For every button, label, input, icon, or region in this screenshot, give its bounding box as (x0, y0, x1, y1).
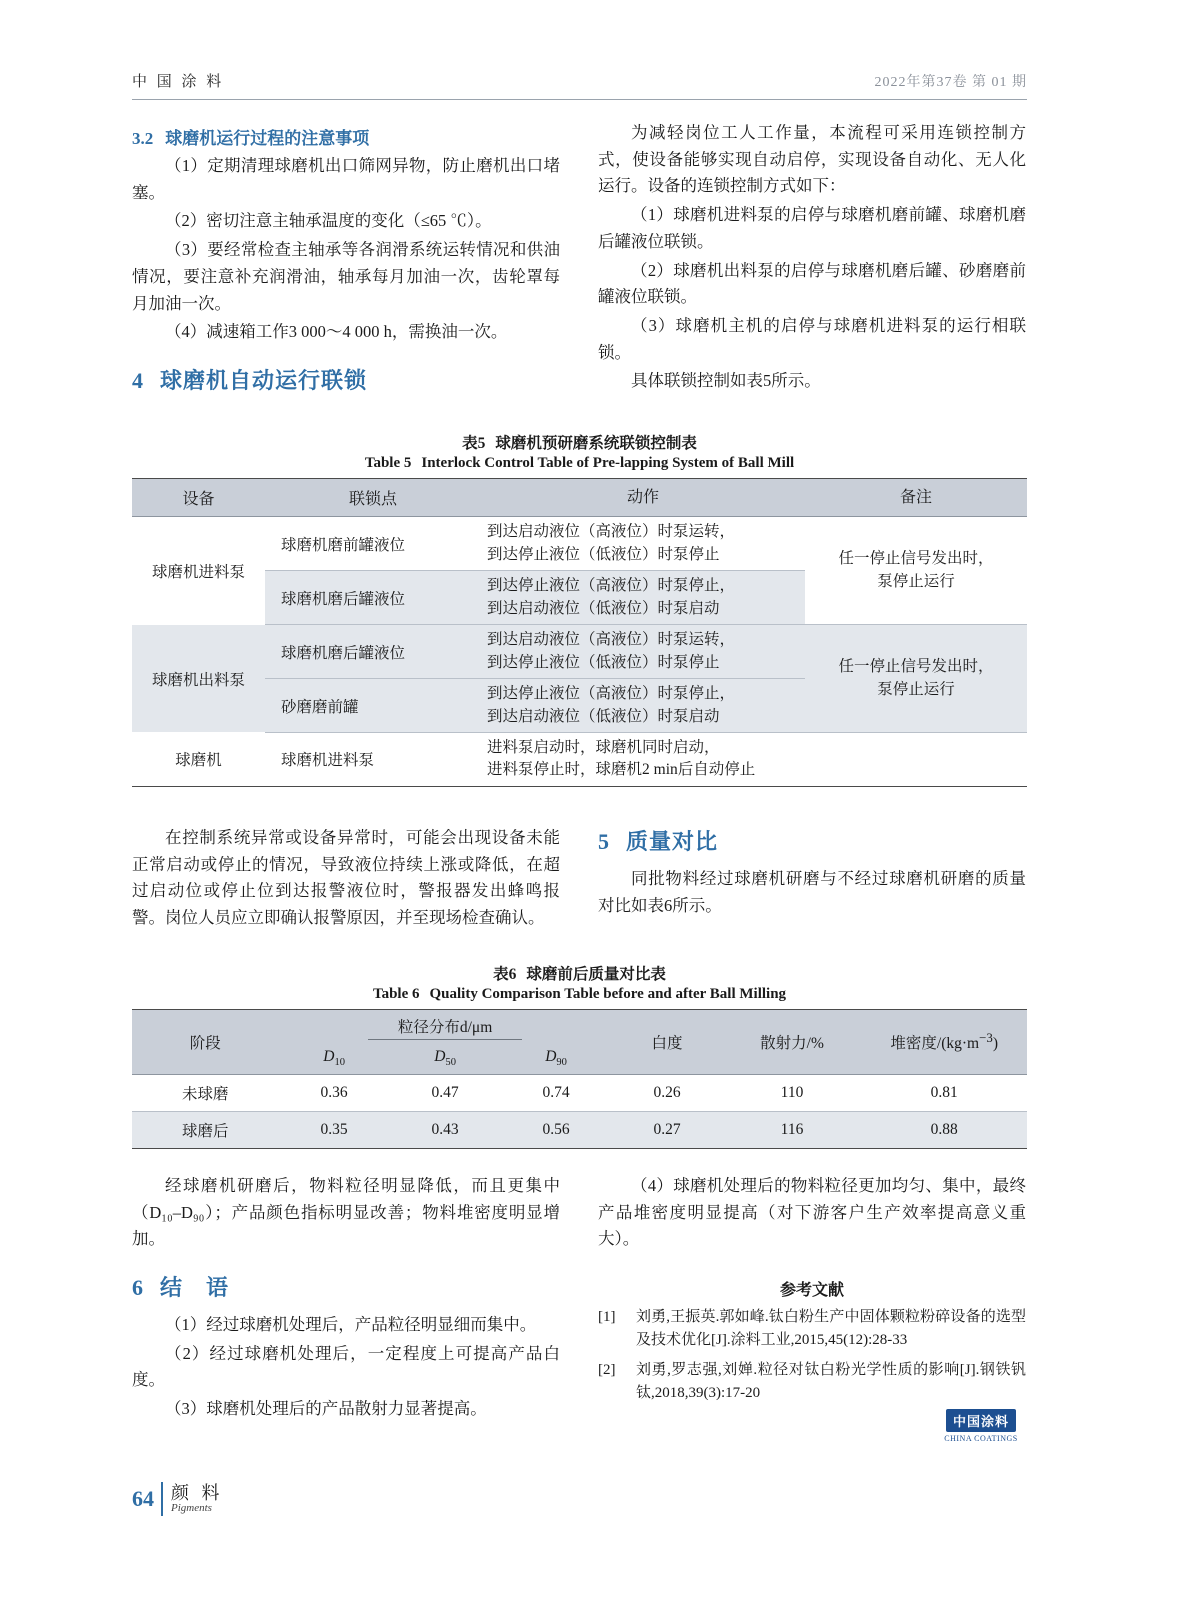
para-interlock-intro: 为减轻岗位工人工作量，本流程可采用连锁控制方式，使设备能够实现自动启停，实现设备自动化、无人化运行。设备的连锁控制方式如下： (598, 123, 1026, 196)
heading-4-title: 球磨机自动运行联锁 (160, 368, 368, 394)
table6-d90-2: 0.56 (501, 1111, 612, 1148)
middle-columns (132, 825, 1027, 934)
table5-action-2-2-l2: 到达启动液位（低液位）时泵启动 (487, 707, 720, 725)
table6-th-d50 (390, 1045, 501, 1075)
table6-th-bulk-sup: −3 (979, 1030, 993, 1046)
right-column-top (598, 120, 1026, 405)
right-column-middle (598, 825, 1026, 934)
table6-d90-1: 0.74 (501, 1074, 612, 1111)
table6-th-bulk-density (861, 1009, 1027, 1074)
page-header (132, 70, 1027, 100)
logo-main-text: 中国涂料 (946, 1409, 1016, 1432)
left-column-top (132, 120, 560, 405)
journal-name: 中 国 涂 料 (132, 74, 225, 90)
table5-block (132, 431, 1027, 787)
table6-th-group (279, 1009, 612, 1045)
heading-3-2-number: 3.2 (132, 129, 154, 148)
left-column-middle (132, 825, 560, 934)
heading-4-number: 4 (132, 368, 144, 394)
table6-th-d90-sub: 90 (556, 1056, 567, 1068)
table5-device-2: 球磨机出料泵 (132, 625, 265, 733)
table6-th-scattering: 散射力/% (723, 1009, 862, 1074)
table-row (132, 1074, 1027, 1111)
table5-action-2-1-l1: 到达启动液位（高液位）时泵运转， (487, 631, 736, 649)
para-interlock-item-3: （3）球磨机主机的启停与球磨机进料泵的运行相联锁。 (598, 316, 1026, 362)
table-row (132, 1111, 1027, 1148)
table5-th-remark: 备注 (805, 479, 1027, 517)
table5-action-2-1 (471, 625, 805, 679)
table6-th-d10-sub: 10 (334, 1056, 345, 1068)
reference-text: 刘勇,罗志强,刘婵.粒径对钛白粉光学性质的影响[J].钢铁钒钛,2018,39(3):17-20 (636, 1361, 1026, 1401)
table6-th-stage: 阶段 (132, 1009, 279, 1074)
table5-caption-cn: 球磨机预研磨系统联锁控制表 (495, 435, 697, 453)
table5-action-1-1 (471, 517, 805, 571)
table5-action-2-1-l2: 到达停止液位（低液位）时泵停止 (487, 653, 720, 671)
table5-remark-3 (805, 732, 1027, 786)
table-row (132, 732, 1027, 786)
table5-action-1-2 (471, 571, 805, 625)
heading-5 (598, 825, 1026, 856)
para-3-2-item-3: （3）要经常检查主轴承等各润滑系统运转情况和供油情况，要注意补充润滑油，轴承每月加油一次，齿轮罩每月加油一次。 (132, 240, 560, 313)
table6-th-bulk-end: ) (992, 1035, 999, 1053)
footer-divider (161, 1482, 163, 1516)
table6-th-d90-sym: D (545, 1047, 557, 1065)
issue-info: 2022年第37卷 第 01 期 (874, 75, 1027, 90)
table5-th-point: 联锁点 (265, 479, 471, 517)
para-alarm: 在控制系统异常或设备异常时，可能会出现设备未能正常启动或停止的情况，导致液位持续上涨或降低，在超过启动位或停止位到达报警液位时，警报器发出蜂鸣报警。岗位人员应立即确认报警原因，并至现场检查确认。 (132, 827, 560, 928)
reference-number: [1] (598, 1309, 616, 1326)
table5-device-1: 球磨机进料泵 (152, 563, 246, 581)
table6-white-2: 0.27 (612, 1111, 723, 1148)
table-row (132, 625, 1027, 679)
table5-remark-1-l1: 任一停止信号发出时， (838, 550, 994, 568)
table5-remark-2 (805, 625, 1027, 733)
references-title: 参考文献 (779, 1282, 844, 1300)
table5-point-1-2: 球磨机磨后罐液位 (265, 571, 471, 625)
heading-3-2 (132, 124, 560, 149)
table6-number-cn: 表6 (493, 965, 517, 983)
para-3-2-item-1: （1）定期清理球磨机出口筛网异物，防止磨机出口堵塞。 (132, 156, 560, 202)
table5-th-action: 动作 (471, 479, 805, 517)
table6-th-bulk-main: 堆密度/(kg·m (890, 1035, 980, 1053)
table5-point-2-2: 砂磨磨前罐 (265, 679, 471, 733)
table5-th-device: 设备 (132, 479, 265, 517)
footer-section (171, 1484, 224, 1514)
table6-th-d10-sym: D (323, 1047, 335, 1065)
table6-th-d50-sym: D (434, 1047, 446, 1065)
table5-action-2-2 (471, 679, 805, 733)
table5-action-3-1 (471, 732, 805, 786)
table5-device-3: 球磨机 (132, 732, 265, 786)
page-footer (132, 1482, 224, 1516)
table6-header-top (132, 1009, 1027, 1045)
table5-remark-2-l1: 任一停止信号发出时， (838, 658, 994, 676)
reference-text: 刘勇,王振英.郭如峰.钛白粉生产中固体颗粒粉碎设备的选型及技术优化[J].涂料工业,2015,45(12):28-33 (636, 1309, 1026, 1349)
heading-6-title: 结 语 (160, 1275, 230, 1301)
para-after-table6: 经球磨机研磨后，物料粒径明显降低，而且更集中（D₁₀–D₉₀）；产品颜色指标明显改善；物料堆密度明显增加。 (132, 1175, 560, 1249)
table6-block (132, 962, 1027, 1149)
publisher-logo (935, 1406, 1027, 1446)
table6-title-cn (132, 962, 1027, 984)
para-6-item-2: （2）经过球磨机处理后，一定程度上可提高产品白度。 (132, 1343, 560, 1390)
table6-th-d10 (279, 1045, 390, 1075)
heading-5-number: 5 (598, 828, 610, 854)
table5-point-3-1: 球磨机进料泵 (265, 732, 471, 786)
para-6-item-1: （1）经过球磨机处理后，产品粒径明显细而集中。 (165, 1315, 537, 1335)
table6-scatter-1: 110 (723, 1074, 862, 1111)
para-3-2-item-4: （4）减速箱工作3 000～4 000 h，需换油一次。 (165, 322, 508, 342)
heading-3-2-title: 球磨机运行过程的注意事项 (165, 129, 370, 148)
table5-action-1-1-l2: 到达停止液位（低液位）时泵停止 (487, 545, 720, 563)
table5-title-en (132, 455, 1027, 472)
table5-action-2-2-l1: 到达停止液位（高液位）时泵停止， (487, 685, 736, 703)
table5-action-1-2-l2: 到达启动液位（低液位）时泵启动 (487, 599, 720, 617)
table6-th-d50-sub: 50 (445, 1056, 456, 1068)
table5-remark-1-l2: 泵停止运行 (877, 572, 955, 590)
table6-d10-1: 0.36 (279, 1074, 390, 1111)
table6-stage-1: 未球磨 (132, 1074, 279, 1111)
table6-number-en: Table 6 (372, 985, 420, 1002)
para-6-item-3: （3）球磨机处理后的产品散射力显著提高。 (165, 1399, 487, 1419)
table6-title-en (132, 986, 1027, 1003)
table6-th-d90 (501, 1045, 612, 1075)
table5-action-1-1-l1: 到达启动液位（高液位）时泵运转， (487, 523, 736, 541)
heading-4 (132, 364, 560, 395)
heading-6-number: 6 (132, 1275, 144, 1301)
table5-caption-en: Interlock Control Table of Pre-lapping System of Ball Mill (421, 455, 795, 472)
table5-action-3-1-l1: 进料泵启动时，球磨机同时启动， (487, 738, 720, 756)
para-interlock-tail: 具体联锁控制如表5所示。 (631, 371, 821, 391)
table6-stage-2: 球磨后 (132, 1111, 279, 1148)
table-row (132, 517, 1027, 571)
table6-scatter-2: 116 (723, 1111, 862, 1148)
table6-bulk-1: 0.81 (861, 1074, 1027, 1111)
page-content (132, 70, 1027, 1443)
page-number: 64 (132, 1486, 154, 1511)
para-interlock-item-1: （1）球磨机进料泵的启停与球磨机磨前罐、球磨机磨后罐液位联锁。 (598, 205, 1026, 251)
table6-white-1: 0.26 (612, 1074, 723, 1111)
top-columns (132, 120, 1027, 405)
para-section-5: 同批物料经过球磨机研磨与不经过球磨机研磨的质量对比如表6所示。 (598, 868, 1026, 915)
heading-5-title: 质量对比 (626, 828, 719, 854)
table5-number-en: Table 5 (364, 455, 412, 472)
para-interlock-item-2: （2）球磨机出料泵的启停与球磨机磨后罐、砂磨磨前罐液位联锁。 (598, 260, 1026, 307)
heading-6 (132, 1271, 560, 1302)
logo-sub-text: CHINA COATINGS (944, 1434, 1018, 1443)
table5-number-cn: 表5 (462, 435, 486, 453)
table6-bulk-2: 0.88 (861, 1111, 1027, 1148)
table5 (132, 478, 1027, 787)
table6-d10-2: 0.35 (279, 1111, 390, 1148)
table6-th-group-label: 粒径分布d/μm (368, 1015, 522, 1040)
table6-d50-2: 0.43 (390, 1111, 501, 1148)
left-column-bottom (132, 1173, 560, 1425)
table5-header-row (132, 479, 1027, 517)
table6 (132, 1009, 1027, 1149)
table6-caption-en: Quality Comparison Table before and after Ball Milling (429, 985, 787, 1002)
footer-section-cn: 颜 料 (171, 1482, 224, 1503)
table5-remark-1 (805, 517, 1027, 625)
table5-point-2-1: 球磨机磨后罐液位 (265, 625, 471, 679)
table5-point-1-1: 球磨机磨前罐液位 (265, 517, 471, 571)
right-column-bottom (598, 1173, 1026, 1425)
table5-action-3-1-l2: 进料泵停止时，球磨机2 min后自动停止 (487, 761, 756, 779)
table5-action-1-2-l1: 到达停止液位（高液位）时泵停止， (487, 577, 736, 595)
reference-number: [2] (598, 1361, 616, 1378)
bottom-columns (132, 1173, 1027, 1425)
para-3-2-item-2: （2）密切注意主轴承温度的变化（≤65 ℃）。 (165, 211, 492, 231)
reference-item (598, 1306, 1026, 1353)
footer-section-en: Pigments (171, 1501, 212, 1514)
table5-title-cn (132, 431, 1027, 453)
para-item-4: （4）球磨机处理后的物料粒径更加均匀、集中，最终产品堆密度明显提高（对下游客户生产效率提高意义重大）。 (598, 1175, 1026, 1249)
table5-remark-2-l2: 泵停止运行 (877, 680, 955, 698)
reference-item (598, 1359, 1026, 1406)
table6-caption-cn: 球磨前后质量对比表 (526, 965, 666, 983)
table6-th-whiteness: 白度 (612, 1009, 723, 1074)
table6-d50-1: 0.47 (390, 1074, 501, 1111)
